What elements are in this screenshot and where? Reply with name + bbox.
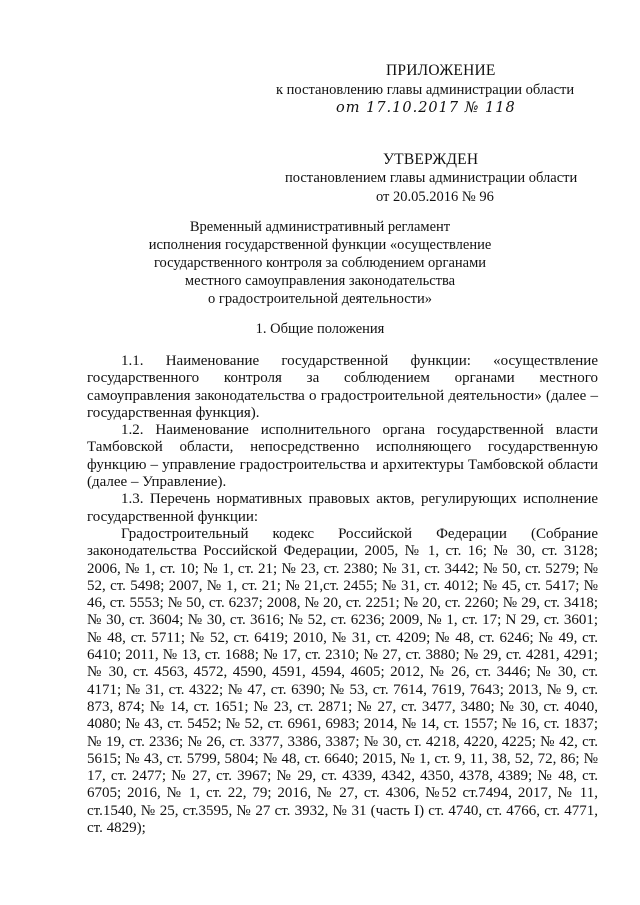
regulation-title-line-1: Временный административный регламент bbox=[189, 219, 451, 235]
appendix-reference-line: к постановлению главы администрации области bbox=[276, 82, 575, 98]
paragraph-1-3: 1.3. Перечень нормативных правовых актов, регулирующих исполнение государственной функции: bbox=[87, 491, 598, 525]
approved-heading: УТВЕРЖДЕН bbox=[383, 151, 479, 168]
appendix-heading: ПРИЛОЖЕНИЕ bbox=[386, 62, 496, 79]
approved-line-1: постановлением главы администрации области bbox=[285, 170, 578, 186]
regulation-title-line-5: о градостроительной деятельности» bbox=[208, 291, 432, 307]
paragraph-legal-acts: Градостроительный кодекс Российской Федерации (Собрание законодательства Российской Федерации, 2005, № 1, ст. 16; № 30, ст. 3128; 2006, № 1, ст. 10; № 1, ст. 21; № 23, ст. 2380; № 31, ст. 3442; № 50, ст. 5279; № 52, ст. 5498; 2007, № 1, ст. 21; № 21,ст. 2455; № 31, ст. 4012; № 45, ст. 5417; № 46, ст. 5553; № 50, ст. 6237; 2008, № 20, ст. 2251; № 20, ст. 2260; № 29, ст. 3418; № 30, ст. 3604; № 30, ст. 3616; № 52, ст. 6236; 2009, № 1, ст. 17; N 29, ст. 3601; № 48, ст. 5711; № 52, ст. 6419; 2010, № 31, ст. 4209; № 48, ст. 6246; № 49, ст. 6410; 2011, № 13, ст. 1688; № 17, ст. 2310; № 27, ст. 3880; № 29, ст. 4281, 4291; № 30, ст. 4563, 4572, 4590, 4591, 4594, 4605; 2012, № 26, ст. 3446; № 30, ст. 4171; № 31, ст. 4322; № 47, ст. 6390; № 53, ст. 7614, 7619, 7643; 2013, № 9, ст. 873, 874; № 14, ст. 1651; № 23, ст. 2871; № 27, ст. 3477, 3480; № 30, ст. 4040, 4080; № 43, ст. 5452; № 52, ст. 6961, 6983; 2014, № 14, ст. 1557; № 16, ст. 1837; № 19, ст. 2336; № 26, ст. 3377, 3386, 3387; № 30, ст. 4218, 4220, 4225; № 42, ст. 5615; № 43, ст. 5799, 5804; № 48, ст. 6640; 2015, № 1, ст. 9, 11, 38, 52, 72, 86; № 17, ст. 2477; № 27, ст. 3967; № 29, ст. 4339, 4342, 4350, 4378, 4389; № 48, ст. 6705; 2016, № 1, ст. 22, 79; 2016, № 27, ст. 4306, №52 ст.7494, 2017, № 11, ст.1540, № 25, ст.3595, № 27 ст. 3932, № 31 (часть I) ст. 4740, ст. 4766, ст. 4771, ст. 4829); bbox=[87, 525, 598, 837]
section-heading: 1. Общие положения bbox=[255, 321, 385, 337]
approved-line-2: от 20.05.2016 № 96 bbox=[376, 189, 494, 205]
regulation-title-line-4: местного самоуправления законодательства bbox=[184, 273, 456, 289]
regulation-title-line-2: исполнения государственной функции «осуществление bbox=[148, 237, 492, 253]
body-text bbox=[87, 353, 598, 837]
handwritten-date-number: от 17.10.2017 № 118 bbox=[336, 100, 516, 116]
paragraph-1-1: 1.1. Наименование государственной функции: «осуществление государственного контроля за соблюдением органами местного самоуправления законодательства о градостроительной деятельности» (далее – государственная функция). bbox=[87, 353, 598, 421]
paragraph-1-2: 1.2. Наименование исполнительного органа государственной власти Тамбовской области, непосредственно исполняющего государственную функцию – управление градостроительства и архитектуры Тамбовской области (далее – Управление). bbox=[87, 422, 598, 491]
regulation-title-line-3: государственного контроля за соблюдением органами bbox=[153, 255, 487, 271]
